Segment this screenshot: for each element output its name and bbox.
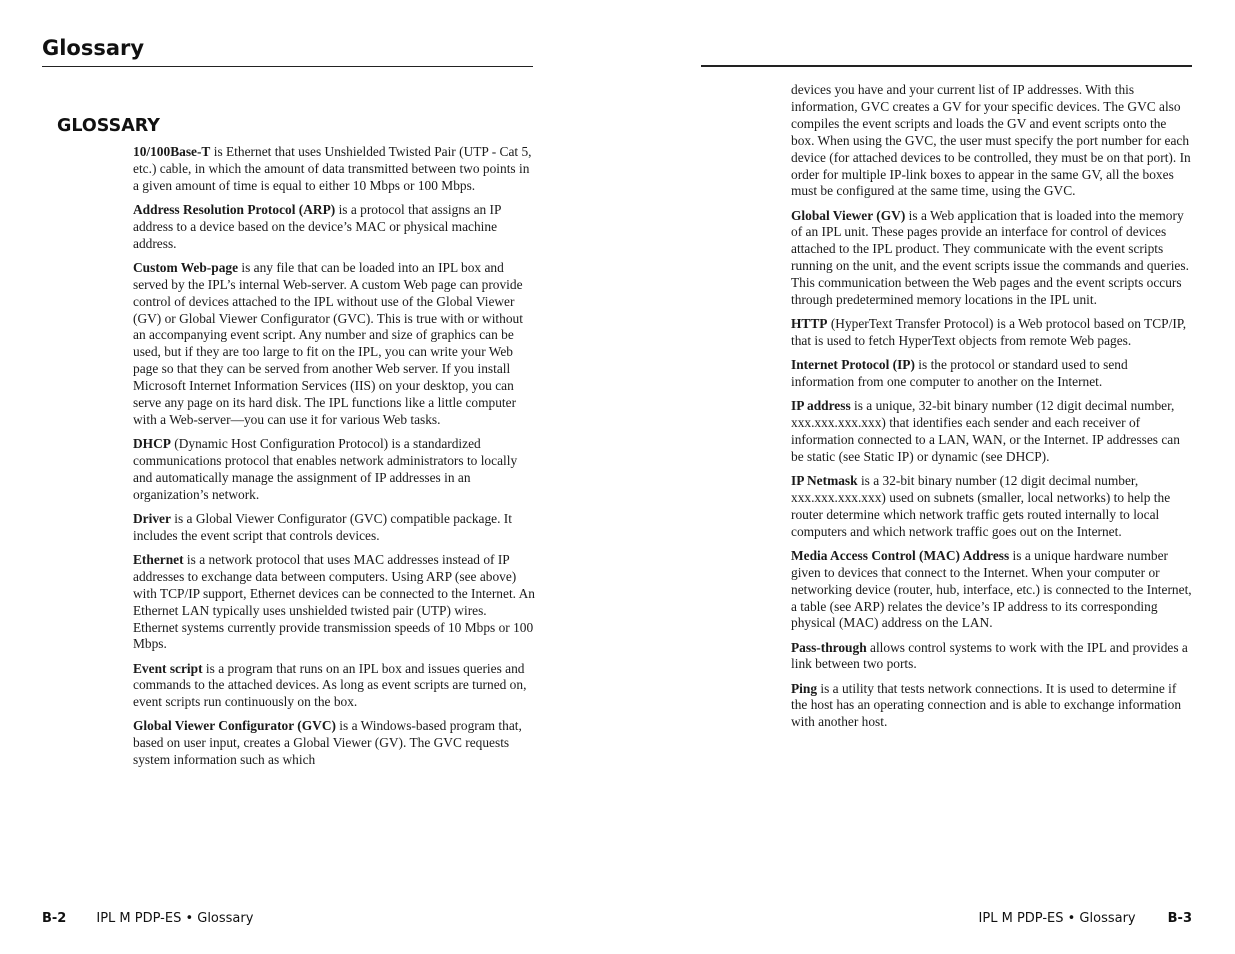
glossary-entry xyxy=(133,718,535,769)
glossary-entry xyxy=(133,436,535,504)
footer-left xyxy=(42,910,253,928)
glossary-entry xyxy=(791,398,1193,466)
page-number-right: B-3 xyxy=(1167,911,1192,926)
footer-right xyxy=(979,910,1192,928)
glossary-definition: is a program that runs on an IPL box and issues queries and commands to the attached devices. As long as event scripts are turned on, event scripts run continuously on the box. xyxy=(133,660,527,710)
glossary-term: Ping xyxy=(791,680,818,696)
glossary-entry xyxy=(791,473,1193,541)
glossary-entry xyxy=(133,511,535,545)
glossary-term: IP Netmask xyxy=(791,472,858,488)
section-title: GLOSSARY xyxy=(57,116,160,136)
glossary-definition: is a Global Viewer Configurator (GVC) compatible package. It includes the event script that controls devices. xyxy=(133,510,512,543)
footer-right-text: IPL M PDP-ES • Glossary xyxy=(978,911,1136,926)
page-header-title: Glossary xyxy=(42,36,145,60)
glossary-entry-continued xyxy=(791,82,1193,200)
glossary-definition: is a network protocol that uses MAC addresses instead of IP addresses to exchange data between computers. Using ARP (see above) with TCP/IP support, Ethernet devices can be connected to the Internet. An Ethernet LAN typically uses unshielded twisted pair (UTP) wires. Ethernet systems currently provide transmission speeds of 10 Mbps or 100 Mbps. xyxy=(133,551,535,652)
header-rule-left xyxy=(42,66,533,67)
glossary-term: Driver xyxy=(133,510,171,526)
glossary-entry xyxy=(791,681,1193,732)
glossary-term: Internet Protocol (IP) xyxy=(791,357,915,373)
glossary-definition: devices you have and your current list of IP addresses. With this information, GVC creates a GV for your specific devices. The GVC also compiles the event scripts and loads the GV and event scripts onto the box. When using the GVC, the user must specify the port number for each device (for attached devices to be controlled, they must be on that port). In order for multiple IP-link boxes to appear in the same GV, all the boxes must be configured at the same time, using the GVC. xyxy=(791,82,1191,199)
glossary-definition: is a unique, 32-bit binary number (12 digit decimal number, xxx.xxx.xxx.xxx) that identifies each sender and each receiver of information connected to a LAN, WAN, or the Internet. IP addresses can be static (see Static IP) or dynamic (see DHCP). xyxy=(791,398,1180,464)
glossary-entry xyxy=(791,548,1193,633)
glossary-term: Global Viewer Configurator (GVC) xyxy=(133,718,336,734)
glossary-definition: is a utility that tests network connections. It is used to determine if the host has an operating connection and is able to exchange information with another host. xyxy=(791,680,1182,730)
glossary-definition: is a Windows-based program that, based on user input, creates a Global Viewer (GV). The GVC requests system information such as which xyxy=(133,718,522,768)
glossary-term: IP address xyxy=(791,398,851,414)
glossary-entry xyxy=(133,144,535,195)
glossary-column-right xyxy=(791,82,1193,738)
glossary-term: Ethernet xyxy=(133,551,184,567)
glossary-definition: is a 32-bit binary number (12 digit decimal number, xxx.xxx.xxx.xxx) used on subnets (smaller, local networks) to help the router determine which network traffic gets routed internally to local computers and which network traffic goes out on the Internet. xyxy=(791,472,1171,539)
glossary-column-left xyxy=(133,144,535,776)
header-rule-right xyxy=(701,65,1192,67)
glossary-definition: is any file that can be loaded into an IPL box and served by the IPL’s internal Web-server. A custom Web page can provide control of devices attached to the IPL without use of the Global Viewer (GV) or Global Viewer Configurator (GVC). This is true with or without an accompanying event script. Any number and size of graphics can be used, but if they are too large to fit on the IPL, you can write your Web page so that they can be served from another Web server. If you install Microsoft Internet Information Services (IIS) on your desktop, you can serve any page on its hard disk. The IPL functions like a little computer with a Web-server—you can use it for various Web tasks. xyxy=(133,259,523,427)
glossary-entry xyxy=(133,552,535,653)
glossary-definition: (HyperText Transfer Protocol) is a Web protocol based on TCP/IP, that is used to fetch HyperText objects from remote Web pages. xyxy=(791,316,1187,349)
glossary-entry xyxy=(791,357,1193,391)
glossary-term: DHCP xyxy=(133,436,171,452)
glossary-entry xyxy=(791,208,1193,309)
glossary-term: Global Viewer (GV) xyxy=(791,207,906,223)
glossary-term: Media Access Control (MAC) Address xyxy=(791,547,1010,563)
glossary-entry xyxy=(133,260,535,429)
footer-left-text: IPL M PDP-ES • Glossary xyxy=(96,911,254,926)
glossary-definition: is a Web application that is loaded into the memory of an IPL unit. These pages provide an interface for control of devices attached to the IPL product. They communicate with the event scripts running on the unit, and the event scripts issue the commands and queries. This communication between the Web pages and the event scripts occurs through predetermined memory locations in the IPL unit. xyxy=(791,207,1189,308)
glossary-term: Pass-through xyxy=(791,639,867,655)
glossary-entry xyxy=(791,640,1193,674)
glossary-definition: (Dynamic Host Configuration Protocol) is a standardized communications protocol that enables network administrators to locally and automatically manage the assignment of IP addresses in an organization’s network. xyxy=(133,436,518,502)
glossary-term: Event script xyxy=(133,660,203,676)
glossary-definition: is a protocol that assigns an IP address to a device based on the device’s MAC or physical machine address. xyxy=(133,201,501,251)
glossary-term: Address Resolution Protocol (ARP) xyxy=(133,201,336,217)
glossary-definition: is a unique hardware number given to devices that connect to the Internet. When your computer or networking device (router, hub, interface, etc.) is connected to the Internet, a table (see ARP) relates the device’s IP address to its corresponding physical (MAC) address on the LAN. xyxy=(791,547,1192,631)
glossary-term: HTTP xyxy=(791,316,828,332)
page-number-left: B-2 xyxy=(42,911,67,926)
glossary-entry xyxy=(133,202,535,253)
glossary-definition: is the protocol or standard used to send information from one computer to another on the Internet. xyxy=(791,357,1128,390)
glossary-definition: allows control systems to work with the IPL and provides a link between two ports. xyxy=(791,639,1188,672)
glossary-entry xyxy=(133,661,535,712)
glossary-term: 10/100Base-T xyxy=(133,144,211,159)
glossary-term: Custom Web-page xyxy=(133,259,239,275)
glossary-definition: is Ethernet that uses Unshielded Twisted Pair (UTP - Cat 5, etc.) cable, in which the amount of data transmitted between two points in a given amount of time is equal to either 10 Mbps or 100 Mbps. xyxy=(133,144,532,193)
glossary-entry xyxy=(791,316,1193,350)
